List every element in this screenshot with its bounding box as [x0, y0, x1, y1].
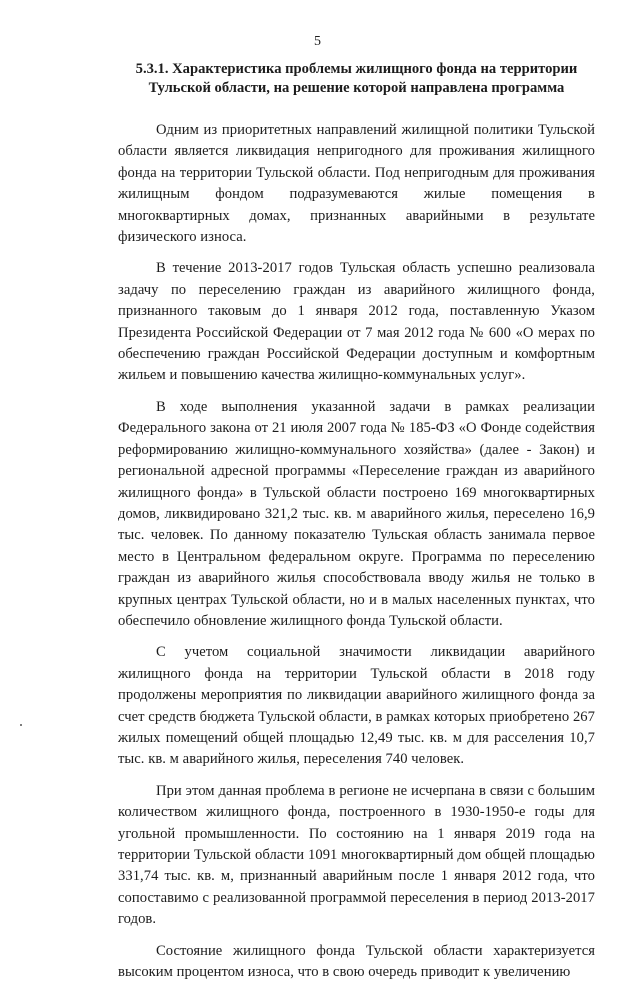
paragraph-1: Одним из приоритетных направлений жилищной политики Тульской области является ликвидация непригодного для проживания жилищного фонда на территории Тульской области. Под непригодным для проживания жилищным фондом подразумеваются жилые помещения в многоквартирных домах, признанных аварийными в результате физического износа.	[118, 122, 595, 246]
paragraph-4: С учетом социальной значимости ликвидации аварийного жилищного фонда на территории Тульской области в 2018 году продолжены мероприятия по ликвидации аварийного жилищного фонда за счет средств бюджета Тульской области, в рамках которых приобретено 267 жилых помещений общей площадью 12,49 тыс. кв. м для расселения 10,7 тыс. кв. м аварийного жилья, переселения 740 человек.	[118, 644, 595, 768]
section-heading: 5.3.1. Характеристика проблемы жилищного фонда на территории Тульской области, на решение которой направлена программа	[135, 61, 578, 96]
paragraph-6: Состояние жилищного фонда Тульской области характеризуется высоким процентом износа, что в свою очередь приводит к увеличению	[118, 942, 595, 981]
paragraph-3: В ходе выполнения указанной задачи в рамках реализации Федерального закона от 21 июля 2007 года № 185-ФЗ «О Фонде содействия реформированию жилищно-коммунального хозяйства» (далее - Закон) и региональной адресной программы «Переселение граждан из аварийного жилищного фонда» в Тульской области построено 169 многоквартирных домов, ликвидировано 321,2 тыс. кв. м аварийного жилья, переселено 16,9 тыс. человек. По данному показателю Тульская область занимала первое место в Центральном федеральном округе. Программа по переселению граждан из аварийного жилья способствовала вводу жилья не только в крупных центрах Тульской области, но и в малых населенных пунктах, что обеспечило обновление жилищного фонда Тульской области.	[118, 398, 595, 629]
paragraph-5: При этом данная проблема в регионе не исчерпана в связи с большим количеством жилищного фонда, построенного в 1930-1950-е годы для угольной промышленности. По состоянию на 1 января 2019 года на территории Тульской области 1091 многоквартирный дом общей площадью 331,74 тыс. кв. м, признанный аварийным после 1 января 2012 года, что сопоставимо с реализованной программой переселения в период 2013-2017 годов.	[118, 782, 595, 928]
page-number: 5	[314, 34, 321, 49]
scan-speck	[20, 724, 22, 726]
paragraph-2: В течение 2013-2017 годов Тульская область успешно реализовала задачу по переселению граждан из аварийного жилищного фонда, признанного таковым до 1 января 2012 года, поставленную Указом Президента Российской Федерации от 7 мая 2012 года № 600 «О мерах по обеспечению граждан Российской Федерации доступным и комфортным жильем и повышению качества жилищно-коммунальных услуг».	[118, 260, 595, 384]
